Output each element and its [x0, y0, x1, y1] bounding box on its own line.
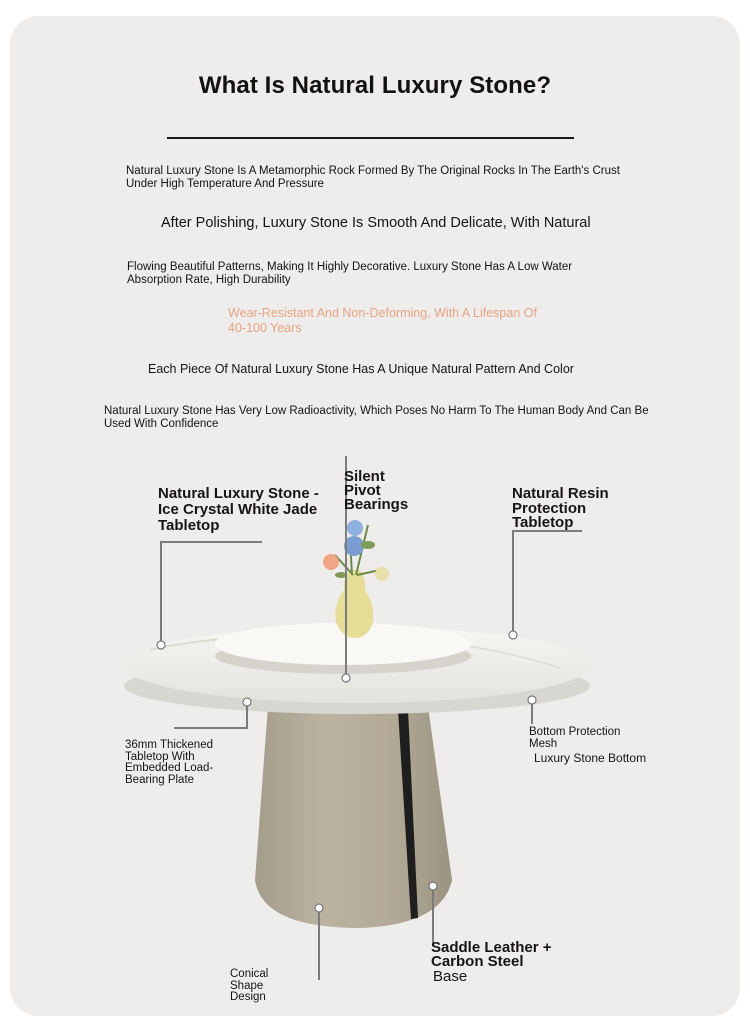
callout-bearings: Silent Pivot Bearings [344, 468, 409, 513]
callout-tabletop: Natural Luxury Stone - Ice Crystal White Jade Tabletop [158, 485, 319, 534]
paragraph-patterns: Flowing Beautiful Patterns, Making It Highly Decorative. Luxury Stone Has A Low Water Absorption Rate, High Durability [127, 261, 573, 286]
flower-vase [323, 520, 389, 638]
callout-conical: Conical Shape Design [230, 968, 269, 1003]
callout-mesh-sub: Luxury Stone Bottom [534, 751, 647, 765]
callout-resin: Natural Resin Protection Tabletop [512, 485, 609, 531]
callout-thickened: 36mm Thickened Tabletop With Embedded Load-Bearing Plate [125, 739, 214, 786]
page-title: What Is Natural Luxury Stone? [198, 72, 552, 99]
paragraph-metamorphic: Natural Luxury Stone Is A Metamorphic Rock Formed By The Original Rocks In The Earth's Crust Under High Temperature And Pressure [126, 165, 620, 190]
callout-mesh: Bottom Protection Mesh [529, 726, 621, 750]
callout-saddle: Saddle Leather + Carbon Steel [431, 939, 552, 970]
callout-saddle-sub: Base [433, 968, 468, 985]
paragraph-polishing: After Polishing, Luxury Stone Is Smooth And Delicate, With Natural [161, 215, 591, 231]
paragraph-lifespan: Wear-Resistant And Non-Deforming, With A Lifespan Of 40-100 Years [228, 306, 537, 335]
paragraph-unique: Each Piece Of Natural Luxury Stone Has A Unique Natural Pattern And Color [148, 362, 574, 376]
conical-base [255, 706, 452, 928]
paragraph-radioactivity: Natural Luxury Stone Has Very Low Radioactivity, Which Poses No Harm To The Human Body And Can Be Used With Confidence [104, 405, 649, 430]
